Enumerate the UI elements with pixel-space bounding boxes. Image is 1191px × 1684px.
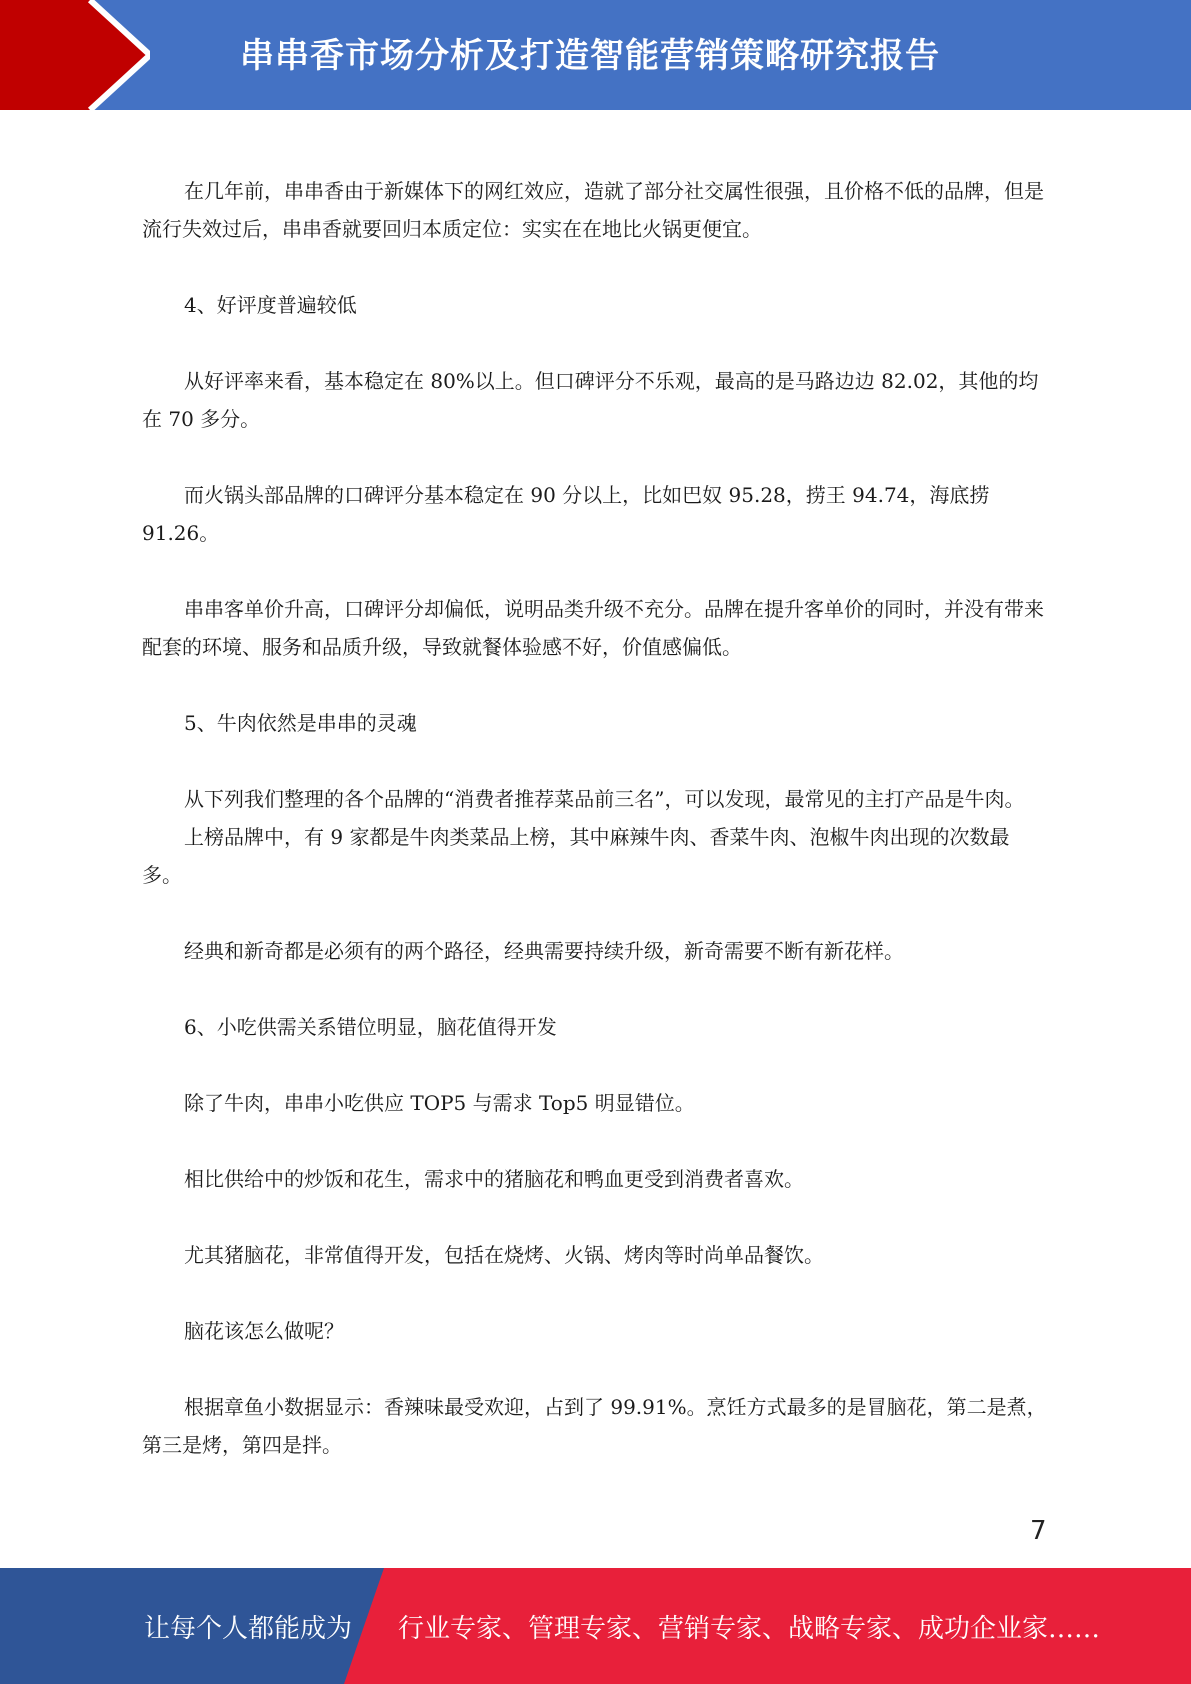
paragraph: 从好评率来看，基本稳定在 80%以上。但口碑评分不乐观，最高的是马路边边 82.02，其他的均在 70 多分。 <box>142 369 1039 431</box>
paragraph: 除了牛肉，串串小吃供应 TOP5 与需求 Top5 明显错位。 <box>184 1091 695 1115</box>
paragraph: 尤其猪脑花，非常值得开发，包括在烧烤、火锅、烤肉等时尚单品餐饮。 <box>184 1243 824 1267</box>
section-heading: 6、小吃供需关系错位明显，脑花值得开发 <box>184 1015 557 1039</box>
page-number: 7 <box>1030 1516 1047 1546</box>
footer-slogan-right: 行业专家、管理专家、营销专家、战略专家、成功企业家…… <box>398 1614 1101 1644</box>
paragraph: 脑花该怎么做呢？ <box>184 1319 344 1343</box>
paragraph: 而火锅头部品牌的口碑评分基本稳定在 90 分以上，比如巴奴 95.28，捞王 94.74，海底捞 91.26。 <box>142 483 990 545</box>
paragraph: 相比供给中的炒饭和花生，需求中的猪脑花和鸭血更受到消费者喜欢。 <box>184 1167 804 1191</box>
paragraph: 经典和新奇都是必须有的两个路径，经典需要持续升级，新奇需要不断有新花样。 <box>184 939 904 963</box>
footer-slogan-left: 让每个人都能成为 <box>144 1614 353 1644</box>
document-body <box>142 172 1047 1464</box>
chevron-decoration-icon <box>0 0 150 110</box>
paragraph: 上榜品牌中，有 9 家都是牛肉类菜品上榜，其中麻辣牛肉、香菜牛肉、泡椒牛肉出现的次数最多。 <box>142 825 1010 887</box>
footer-bar <box>0 1568 1191 1684</box>
paragraph: 串串客单价升高，口碑评分却偏低，说明品类升级不充分。品牌在提升客单价的同时，并没有带来配套的环境、服务和品质升级，导致就餐体验感不好，价值感偏低。 <box>142 597 1044 659</box>
header-bar <box>0 0 1191 110</box>
section-heading: 4、好评度普遍较低 <box>184 293 357 317</box>
paragraph: 根据章鱼小数据显示：香辣味最受欢迎，占到了 99.91%。烹饪方式最多的是冒脑花，第二是煮，第三是烤，第四是拌。 <box>142 1395 1047 1457</box>
paragraph: 从下列我们整理的各个品牌的“消费者推荐菜品前三名”，可以发现，最常见的主打产品是牛肉。 <box>184 787 1025 811</box>
paragraph: 在几年前，串串香由于新媒体下的网红效应，造就了部分社交属性很强，且价格不低的品牌，但是流行失效过后，串串香就要回归本质定位：实实在在地比火锅更便宜。 <box>142 179 1044 241</box>
report-title: 串串香市场分析及打造智能营销策略研究报告 <box>240 36 940 76</box>
section-heading: 5、牛肉依然是串串的灵魂 <box>184 711 417 735</box>
